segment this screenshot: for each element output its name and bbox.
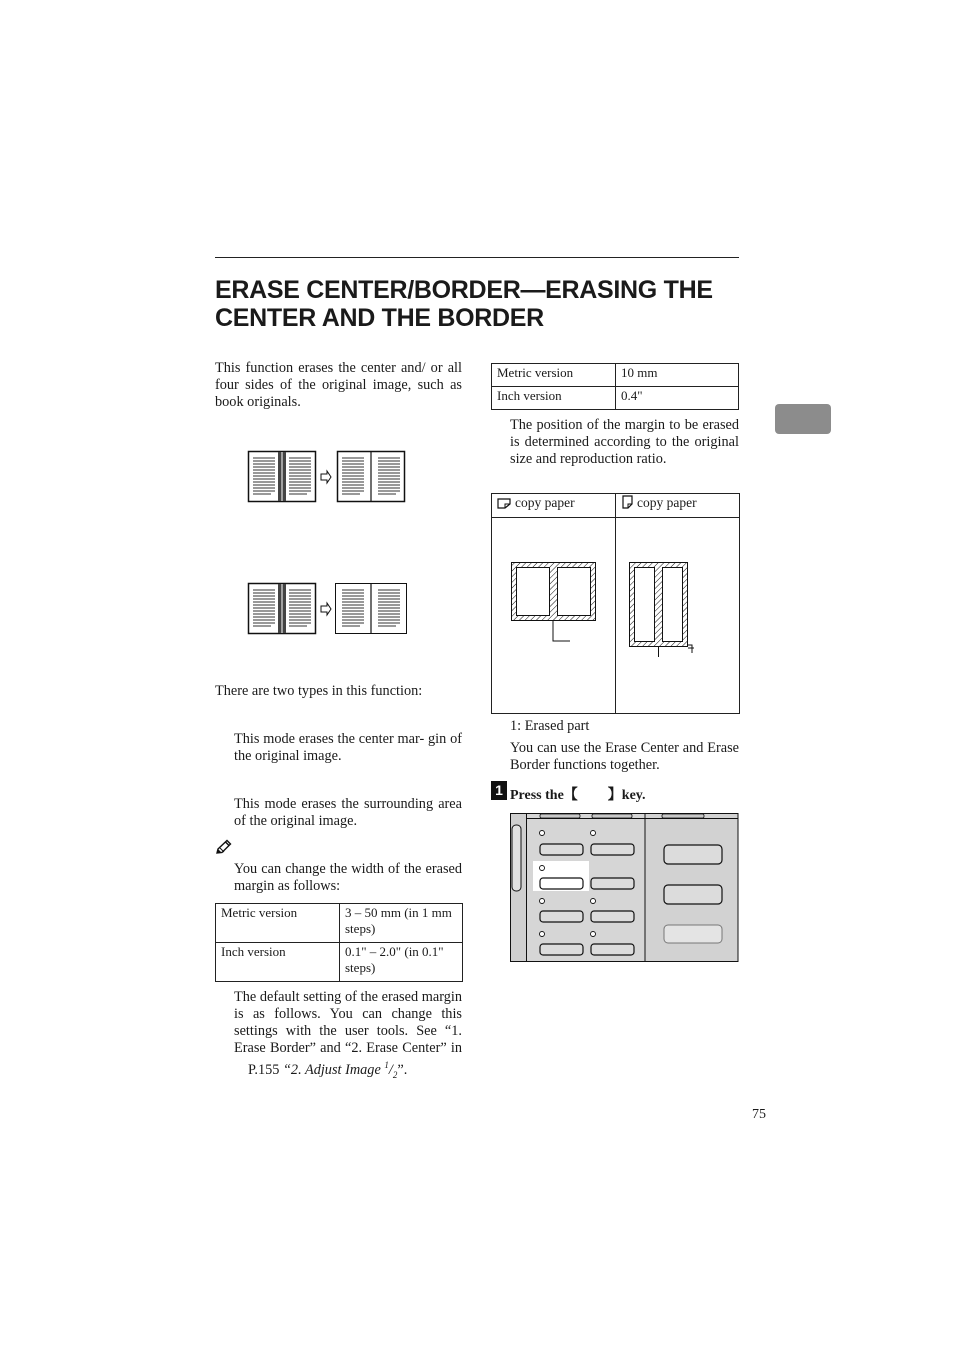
landscape-copy-paper-header: copy paper bbox=[497, 495, 575, 511]
table-cell-value: 10 mm bbox=[616, 364, 739, 387]
reference-close: ”. bbox=[397, 1061, 408, 1078]
combined-functions-paragraph: You can use the Erase Center and Erase Border functions together. bbox=[510, 740, 739, 773]
table-cell-value: 0.4" bbox=[616, 387, 739, 410]
page-number: 75 bbox=[752, 1107, 766, 1122]
table-cell-value: 0.1" – 2.0" (in 0.1" steps) bbox=[340, 943, 463, 982]
margin-position-paragraph: The position of the margin to be erased is determined according to the original size and reproduction ratio. bbox=[510, 417, 739, 467]
erase-width-table bbox=[215, 903, 463, 982]
table-cell-label: Inch version bbox=[216, 943, 340, 982]
table-row bbox=[216, 904, 463, 943]
note-text: You can change the width of the erased margin as follows: bbox=[234, 861, 462, 894]
header-rule bbox=[215, 257, 739, 258]
arrow-right-icon bbox=[321, 603, 331, 615]
step-instruction: Press the【 】key. bbox=[510, 788, 646, 803]
border-mode-description: This mode erases the surrounding area of the original image. bbox=[234, 796, 462, 829]
default-setting-text: The default setting of the erased margin is as follows. You can change this settings with the user tools. See “1. Erase Border” and “2. Erase Center” in bbox=[234, 989, 462, 1056]
portrait-erased-diagram bbox=[624, 557, 700, 659]
default-setting-paragraph bbox=[234, 989, 462, 1084]
table-row bbox=[492, 364, 739, 387]
arrow-right-icon bbox=[321, 471, 331, 483]
open-book-before bbox=[249, 452, 316, 502]
step-number-badge: 1 bbox=[491, 781, 507, 800]
landscape-erased-diagram bbox=[505, 555, 605, 647]
table-row bbox=[492, 387, 739, 410]
default-margin-table bbox=[491, 363, 739, 410]
chapter-tab-marker bbox=[775, 404, 831, 434]
control-panel-illustration bbox=[510, 813, 739, 963]
portrait-paper-icon bbox=[622, 495, 633, 509]
erased-part-caption: 1: Erased part bbox=[510, 718, 590, 734]
landscape-paper-icon bbox=[497, 498, 511, 509]
section-title-line2: CENTER AND THE BORDER bbox=[215, 304, 544, 332]
open-book-after bbox=[338, 452, 405, 502]
table-cell-label: Metric version bbox=[216, 904, 340, 943]
portrait-copy-paper-header: copy paper bbox=[622, 495, 697, 511]
open-book-before bbox=[249, 584, 316, 634]
table-cell-value: 3 – 50 mm (in 1 mm steps) bbox=[340, 904, 463, 943]
table-cell-label: Metric version bbox=[492, 364, 616, 387]
open-book-after bbox=[336, 584, 407, 634]
table-cell-label: Inch version bbox=[492, 387, 616, 410]
erase-border-illustration bbox=[247, 582, 409, 636]
section-title-line1: ERASE CENTER/BORDER—ERASING THE bbox=[215, 276, 713, 304]
types-intro: There are two types in this function: bbox=[215, 683, 423, 699]
copy-table-column-rule bbox=[615, 493, 616, 713]
center-mode-description: This mode erases the center mar- gin of the original image. bbox=[234, 731, 462, 764]
section-title bbox=[215, 276, 775, 332]
page-reference[interactable]: P.155 bbox=[248, 1061, 280, 1078]
pencil-note-icon bbox=[215, 839, 233, 855]
table-row bbox=[216, 943, 463, 982]
reference-title: “2. Adjust Image $^1/_2$ bbox=[282, 1060, 398, 1080]
intro-paragraph: This function erases the center and/ or all four sides of the original image, such as book originals. bbox=[215, 360, 462, 410]
erase-center-illustration bbox=[247, 450, 407, 504]
